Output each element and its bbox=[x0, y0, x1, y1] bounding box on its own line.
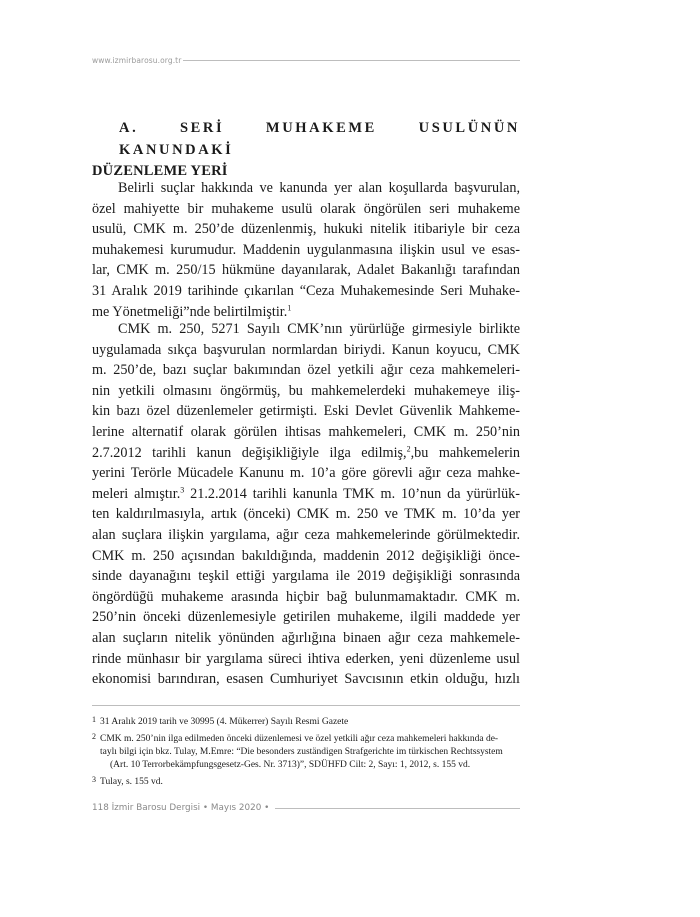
paragraph-line-text: me Yönetmeliği”nde belirtilmiştir. bbox=[92, 303, 288, 320]
paragraph-line: alan suçların nitelik yönünden ağırlığına binaen ağır ceza mahkemele- bbox=[92, 629, 520, 646]
paragraph-line: alan suçlara ilişkin yargılama, ağır ceza mahkemelerinde görülmektedir. bbox=[92, 526, 520, 543]
paragraph-line: lerine alternatif olarak görülen ihtisas mahkemeleri, CMK m. 250’nin bbox=[92, 423, 520, 440]
footer-rule bbox=[275, 808, 520, 809]
paragraph-line bbox=[92, 443, 520, 464]
header-url[interactable]: www.izmirbarosu.org.tr bbox=[92, 55, 182, 65]
footer-text: 118 İzmir Barosu Dergisi • Mayıs 2020 • bbox=[92, 803, 270, 813]
paragraph-line: yerini Terörle Mücadele Kanunu m. 10’a göre görevli ağır ceza mahke- bbox=[92, 465, 520, 482]
footnote-number: 3 bbox=[92, 775, 96, 784]
page-header bbox=[92, 53, 520, 67]
paragraph-line-text: 21.2.2014 tarihli kanunla TMK m. 10’nun da yürürlük- bbox=[184, 485, 520, 502]
paragraph-1 bbox=[92, 178, 520, 322]
header-rule bbox=[183, 60, 520, 61]
paragraph-line: rinde münhasır bir yargılama süreci ihtiva ederken, yeni düzenleme usul bbox=[92, 650, 520, 667]
paragraph-line bbox=[92, 484, 520, 505]
paragraph-line: CMK m. 250 açısından bakıldığında, maddenin 2012 değişikliği önce- bbox=[92, 547, 520, 564]
footnote-text: CMK m. 250’nin ilga edilmeden önceki düzenlemesi ve özel yetkili ağır ceza mahkemeleri hakkında de- bbox=[100, 734, 499, 744]
footnote-ref-2[interactable]: 2 bbox=[406, 443, 411, 453]
footnote-text: 31 Aralık 2019 tarih ve 30995 (4. Mükerrer) Sayılı Resmi Gazete bbox=[100, 717, 349, 727]
paragraph-line-text: ,bu mahkemelerin bbox=[410, 444, 520, 461]
paragraph-line: nin yetkili olmasını öngörmüş, bu mahkemelerdeki muhakemeye iliş- bbox=[92, 382, 520, 399]
paragraph-line: öngördüğü muhakeme arasında hiçbir bağ bulunmamaktadır. CMK m. bbox=[92, 588, 520, 605]
paragraph-line: özel mahiyette bir muhakeme usulü olarak öngörülen seri muhakeme bbox=[92, 200, 520, 217]
paragraph-line: m. 250’de, bazı suçlar bakımından özel yetkili ağır ceza mahkemeleri- bbox=[92, 362, 520, 379]
paragraph-line: 31 Aralık 2019 tarihinde çıkarılan “Ceza Muhakemesinde Seri Muhake- bbox=[92, 282, 520, 299]
paragraph-line: ten kaldırılmasıyla, artık (önceki) CMK m. 250 ve TMK m. 10’da yer bbox=[92, 506, 520, 523]
footnote-ref-3[interactable]: 3 bbox=[180, 485, 185, 495]
paragraph-line: CMK m. 250, 5271 Sayılı CMK’nın yürürlüğe girmesiyle birlikte bbox=[118, 321, 520, 337]
paragraph-line: muhakemesi kurumudur. Maddenin uygulanmasına ilişkin usul ve esas- bbox=[92, 241, 520, 258]
footnote-2 bbox=[92, 733, 520, 772]
paragraph-line: ekonomisi barındıran, esasen Cumhuriyet Savcısının etkin olduğu, hızlı bbox=[92, 671, 520, 688]
section-title-line2: DÜZENLEME YERİ bbox=[92, 163, 228, 179]
paragraph-line-text: 2.7.2012 tarihli kanun değişikliğiyle ilga edilmiş, bbox=[92, 444, 407, 461]
footnote-text: Tulay, s. 155 vd. bbox=[100, 777, 163, 787]
paragraph-line: Belirli suçlar hakkında ve kanunda yer alan koşullarda başvurulan, bbox=[118, 180, 520, 196]
footnote-text-cont: taylı bilgi için bkz. Tulay, M.Emre: “Die besonders zuständigen Strafgerichte im türkischen Rechtssystem bbox=[100, 747, 503, 757]
footnotes bbox=[92, 716, 520, 793]
footnote-ref-1[interactable]: 1 bbox=[287, 302, 292, 312]
section-title bbox=[92, 117, 520, 181]
section-title-line1: A. SERİ MUHAKEME USULÜNÜN KANUNDAKİ bbox=[119, 120, 520, 158]
footnote-1 bbox=[92, 716, 520, 729]
paragraph-line: uygulamada sıkça başvurulan normlardan biriydi. Kanun koyucu, CMK bbox=[92, 341, 520, 358]
paragraph-2 bbox=[92, 319, 520, 690]
paragraph-line: sinde dayanağını teşkil ettiği yargılama ile 2019 değişikliği sonrasında bbox=[92, 568, 520, 585]
footnote-number: 2 bbox=[92, 732, 96, 741]
paragraph-line: kin bazı özel düzenlemeler getirmişti. Eski Devlet Güvenlik Mahkeme- bbox=[92, 403, 520, 420]
paragraph-line: 250’nin önceki düzenlemesiyle getirilen muhakeme, ilgili maddede yer bbox=[92, 609, 520, 626]
paragraph-line: usulü, CMK m. 250’de düzenlenmiş, hukuki nitelik itibariyle bir ceza bbox=[92, 221, 520, 238]
footnote-number: 1 bbox=[92, 715, 96, 724]
paragraph-line-text: meleri almıştır. bbox=[92, 485, 181, 502]
footnote-separator bbox=[92, 705, 520, 706]
footnote-3 bbox=[92, 776, 520, 789]
paragraph-line: lar, CMK m. 250/15 hükmüne dayanılarak, Adalet Bakanlığı tarafından bbox=[92, 262, 520, 279]
page-footer bbox=[92, 801, 520, 815]
footnote-text-cont: (Art. 10 Terrorbekämpfungsgesetz-Ges. Nr. 3713)”, SDÜHFD Cilt: 2, Sayı: 1, 2012, s. 155 vd. bbox=[110, 760, 471, 770]
